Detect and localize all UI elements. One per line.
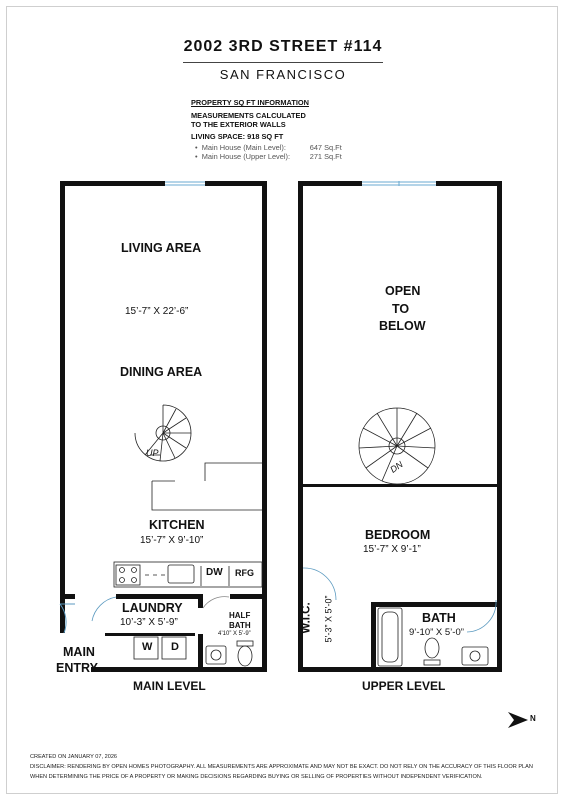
- bedroom-label: BEDROOM: [365, 528, 431, 542]
- main-entry-label-line2: ENTRY: [56, 661, 98, 675]
- upper-bottom-wall: [298, 667, 502, 672]
- dryer-label: D: [171, 641, 179, 653]
- living-area-label: LIVING AREA: [121, 241, 202, 255]
- north-label: N: [530, 714, 536, 723]
- loft-rail: [303, 484, 497, 487]
- refrigerator-label: RFG: [235, 568, 254, 578]
- sqft-item-upper-level: • Main House (Upper Level): 271 Sq.Ft: [195, 152, 342, 161]
- half-bath-top-wall: [230, 594, 262, 599]
- kitchen-label: KITCHEN: [149, 518, 205, 532]
- main-level-label: MAIN LEVEL: [133, 679, 206, 693]
- upper-top-wall-left: [298, 181, 362, 186]
- main-top-wall-right: [205, 181, 267, 186]
- open-to-below-line1: OPEN: [385, 284, 421, 298]
- footer: [30, 752, 533, 782]
- main-top-window: [165, 182, 205, 185]
- bath-label: BATH: [422, 611, 456, 625]
- measurement-note-line1: MEASUREMENTS CALCULATED: [191, 111, 306, 120]
- main-right-wall: [262, 181, 267, 671]
- dining-area-label: DINING AREA: [120, 365, 203, 379]
- stair-up-label: UP: [146, 448, 159, 458]
- upper-left-wall: [298, 181, 303, 671]
- half-bath-wall-top: [198, 594, 203, 608]
- laundry-counter: [105, 633, 195, 636]
- upper-top-wall-right: [436, 181, 502, 186]
- laundry-dimensions: 10’-3” X 5’-9”: [120, 617, 178, 628]
- upper-level-label: UPPER LEVEL: [362, 679, 446, 693]
- half-bath-dimensions: 4’10” X 5’-9”: [218, 631, 251, 637]
- laundry-label: LAUNDRY: [122, 601, 183, 615]
- bath-dimensions: 9’-10” X 5’-0”: [409, 627, 464, 638]
- stair-down-label: DN: [388, 459, 405, 475]
- laundry-top-wall: [116, 594, 202, 599]
- disclaimer-line1: DISCLAIMER: RENDERING BY OPEN HOMES PHOTOGRAPHY. ALL MEASUREMENTS ARE APPROXIMATE AND MAY NOT BE EXACT. DO NOT RELY ON THE ACCURACY OF THIS FLOOR PLAN: [30, 764, 533, 770]
- bedroom-dimensions: 15’-7” X 9’-1”: [363, 544, 421, 555]
- open-to-below-line3: BELOW: [379, 319, 426, 333]
- half-bath-door: [203, 597, 229, 608]
- sqft-item-label: Main House (Main Level):: [201, 143, 286, 152]
- wic-dimensions: 5’-3” X 5’-0”: [323, 595, 334, 643]
- washer-label: W: [142, 641, 153, 653]
- laundry-wall-stub-left: [65, 594, 75, 599]
- main-entry-label-line1: MAIN: [63, 645, 95, 659]
- sqft-item-main-level: • Main House (Main Level): 647 Sq.Ft: [195, 143, 342, 152]
- north-arrow-icon: [508, 712, 528, 728]
- disclaimer-line2: WHEN DETERMINING THE PRICE OF A PROPERTY OR MAKING DECISIONS REGARDING BUYING OR SELLING OF PROPERTIES WITHOUT INDEPENDENT VERIFICATION.: [30, 774, 483, 780]
- half-bath-fixtures: [206, 641, 253, 666]
- wic-bath-divider: [371, 602, 376, 670]
- sqft-info-heading: PROPERTY SQ FT INFORMATION: [191, 98, 309, 107]
- laundry-door: [92, 597, 116, 621]
- sqft-item-label: Main House (Upper Level):: [201, 152, 291, 161]
- property-city: SAN FRANCISCO: [219, 67, 347, 82]
- living-area-dimensions: 15’-7” X 22’-6”: [125, 306, 189, 317]
- main-left-wall: [60, 181, 65, 633]
- bath-top-wall: [371, 602, 497, 607]
- half-bath-wall-bottom: [198, 634, 203, 670]
- main-top-wall-left: [60, 181, 165, 186]
- kitchen-dimensions: 15’-7” X 9’-10”: [140, 535, 204, 546]
- open-to-below-line2: TO: [392, 302, 410, 316]
- half-bath-label-line1: HALF: [229, 611, 251, 620]
- wic-label: W.I.C.: [300, 602, 313, 634]
- living-space-total: LIVING SPACE: 918 SQ FT: [191, 132, 284, 141]
- upper-right-wall: [497, 181, 502, 671]
- sqft-item-value: 271 Sq.Ft: [309, 152, 342, 161]
- created-date: CREATED ON JANUARY 07, 2026: [30, 754, 118, 760]
- main-bottom-wall: [91, 667, 267, 672]
- measurement-note-line2: TO THE EXTERIOR WALLS: [191, 120, 286, 129]
- half-bath-label-line2: BATH: [229, 621, 251, 630]
- upper-top-window: [362, 181, 436, 186]
- dishwasher-label: DW: [206, 567, 223, 578]
- sqft-item-value: 647 Sq.Ft: [309, 143, 342, 152]
- property-address: 2002 3RD STREET #114: [183, 38, 383, 55]
